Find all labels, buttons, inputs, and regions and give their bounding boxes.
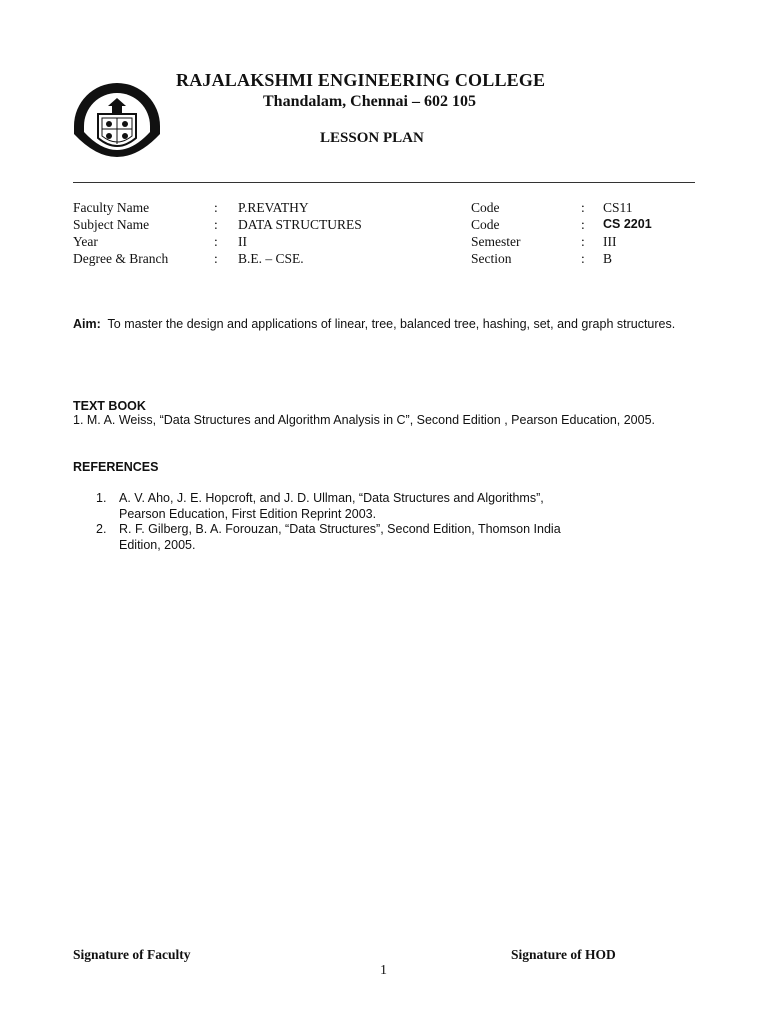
- aim-text: To master the design and applications of linear, tree, balanced tree, hashing, set, and graph structures.: [107, 317, 676, 331]
- college-name: RAJALAKSHMI ENGINEERING COLLEGE: [176, 70, 546, 90]
- header-divider: [73, 182, 695, 183]
- section-value: B: [603, 251, 613, 266]
- separator: :: [581, 200, 585, 215]
- reference-item: [96, 521, 636, 553]
- references-heading: REFERENCES: [73, 460, 159, 474]
- code-label: Code: [471, 200, 500, 215]
- separator: :: [214, 200, 218, 215]
- page-number: 1: [380, 963, 387, 978]
- subject-name-label: Subject Name: [73, 217, 150, 232]
- year-value: II: [238, 234, 247, 249]
- code-value: CS11: [603, 200, 633, 215]
- reference-line: Pearson Education, First Edition Reprint 2003.: [119, 507, 377, 521]
- faculty-name-label: Faculty Name: [73, 200, 150, 215]
- year-label: Year: [73, 234, 98, 249]
- reference-text: [119, 521, 639, 553]
- hod-signature-label: Signature of HOD: [511, 947, 616, 962]
- faculty-name-value: P.REVATHY: [238, 200, 309, 215]
- reference-line: Edition, 2005.: [119, 538, 196, 552]
- reference-line: R. F. Gilberg, B. A. Forouzan, “Data Structures”, Second Edition, Thomson India: [119, 522, 561, 536]
- subject-name-value: DATA STRUCTURES: [238, 217, 362, 232]
- reference-line: A. V. Aho, J. E. Hopcroft, and J. D. Ullman, “Data Structures and Algorithms”,: [119, 491, 544, 505]
- subject-code-value: CS 2201: [603, 217, 652, 231]
- textbook-heading: TEXT BOOK: [73, 399, 146, 413]
- document-title: LESSON PLAN: [320, 130, 424, 146]
- degree-branch-value: B.E. – CSE.: [238, 251, 304, 266]
- semester-value: III: [603, 234, 617, 249]
- separator: :: [214, 217, 218, 232]
- separator: :: [581, 217, 585, 232]
- separator: :: [581, 234, 585, 249]
- faculty-signature-label: Signature of Faculty: [73, 947, 191, 962]
- reference-text: [119, 490, 639, 522]
- subject-code-label: Code: [471, 217, 500, 232]
- reference-item: [96, 490, 636, 522]
- reference-number: 1.: [96, 491, 107, 505]
- separator: :: [214, 234, 218, 249]
- separator: :: [581, 251, 585, 266]
- degree-branch-label: Degree & Branch: [73, 251, 169, 266]
- semester-label: Semester: [471, 234, 521, 249]
- textbook-item: 1. M. A. Weiss, “Data Structures and Algorithm Analysis in C”, Second Edition , Pearson Education, 2005.: [73, 413, 656, 427]
- aim-paragraph: [73, 316, 693, 332]
- college-emblem-icon: [68, 76, 166, 168]
- college-address: Thandalam, Chennai – 602 105: [263, 93, 476, 110]
- section-label: Section: [471, 251, 512, 266]
- separator: :: [214, 251, 218, 266]
- reference-number: 2.: [96, 522, 107, 536]
- aim-label: Aim:: [73, 317, 101, 331]
